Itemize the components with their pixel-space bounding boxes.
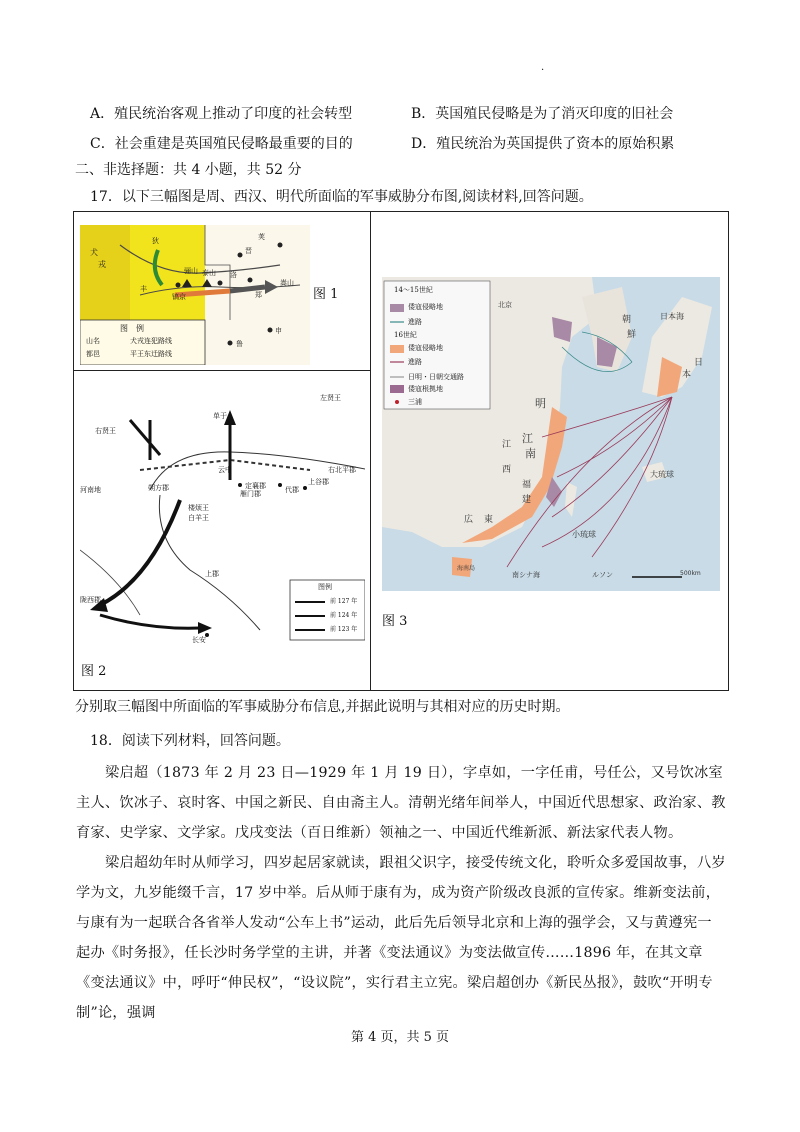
option-a: A．殖民统治客观上推动了印度的社会转型 (90, 106, 353, 122)
svg-text:定襄郡: 定襄郡 (245, 482, 266, 490)
fig3-legend-item: 倭寇侵略地 (408, 344, 443, 352)
figure-2-label: 图 2 (81, 664, 107, 679)
svg-text:南: 南 (525, 447, 536, 460)
fig2-legend-item: 前 123 年 (330, 626, 358, 633)
header-mark: . (541, 62, 545, 73)
svg-text:嵩山: 嵩山 (280, 279, 294, 287)
svg-text:右贤王: 右贤王 (95, 427, 116, 435)
svg-text:朝: 朝 (622, 315, 632, 325)
svg-text:晋: 晋 (245, 247, 252, 255)
svg-text:丰: 丰 (140, 285, 147, 293)
svg-text:江: 江 (522, 432, 533, 445)
fig3-legend-item: 倭寇根拠地 (408, 385, 443, 393)
svg-text:大琉球: 大琉球 (650, 470, 674, 479)
svg-text:明: 明 (535, 397, 546, 410)
svg-text:海南島: 海南島 (457, 565, 476, 572)
option-d: D．殖民统治为英国提供了资本的原始积累 (411, 136, 675, 152)
figure-1-map (80, 225, 310, 365)
svg-text:镐京: 镐京 (172, 293, 186, 301)
svg-text:左贤王: 左贤王 (320, 394, 341, 402)
svg-text:福: 福 (522, 480, 532, 490)
svg-text:本: 本 (682, 370, 692, 380)
svg-text:朔方郡: 朔方郡 (148, 484, 169, 492)
svg-text:上谷郡: 上谷郡 (308, 478, 329, 486)
figure-divider-vertical (370, 211, 371, 690)
fig2-legend-item: 前 127 年 (330, 598, 358, 605)
svg-text:单于: 单于 (213, 412, 227, 420)
q17-instruction: 分别取三幅图中所面临的军事威胁分布信息,并据此说明与其相对应的历史时期。 (75, 699, 570, 715)
fig3-legend-item: 進路 (408, 358, 422, 366)
svg-text:日本海: 日本海 (660, 312, 684, 321)
svg-text:日: 日 (694, 358, 704, 368)
section-title: 二、非选择题：共 4 小题，共 52 分 (75, 162, 302, 178)
svg-text:北京: 北京 (498, 301, 512, 309)
svg-text:小琉球: 小琉球 (572, 530, 596, 539)
svg-text:鮮: 鮮 (627, 330, 637, 340)
fig3-legend-item: 日明・日朝交通路 (408, 373, 464, 381)
fig1-legend-item: 山名 (86, 337, 100, 345)
svg-text:郑: 郑 (255, 291, 262, 299)
svg-text:陇西郡: 陇西郡 (80, 596, 101, 604)
fig1-legend-item: 犬戎连犯路线 (130, 337, 172, 345)
fig2-legend-title: 图例 (318, 583, 332, 591)
figure-3-map (382, 277, 720, 591)
fig1-legend-item: 平王东迁路线 (130, 350, 172, 358)
fig3-legend-item: 三浦 (408, 398, 422, 406)
svg-text:申: 申 (275, 327, 282, 335)
fig2-legend-item: 前 124 年 (330, 612, 358, 619)
svg-text:右北平郡: 右北平郡 (328, 466, 356, 474)
svg-text:ルソン: ルソン (592, 571, 613, 579)
q18-paragraph-1: 梁启超（1873 年 2 月 23 日—1929 年 1 月 19 日），字卓如，一字任甫，号任公，又号饮冰室主人、饮冰子、哀时客、中国之新民、自由斋主人。清朝光绪年间举人，中国近代思想家、政治家、教育家、史学家、文学家。戊戌变法（百日维新）领袖之一、中国近代维新派、新法家代表人物。 (76, 765, 726, 841)
svg-text:河南地: 河南地 (80, 486, 101, 494)
svg-text:広: 広 (464, 515, 474, 525)
svg-text:楼烦王: 楼烦王 (188, 504, 209, 512)
svg-text:荚: 荚 (258, 233, 265, 241)
fig3-legend-item: 進路 (408, 318, 422, 326)
option-b: B．英国殖民侵略是为了消灭印度的旧社会 (411, 106, 674, 122)
svg-text:白羊王: 白羊王 (188, 514, 209, 522)
svg-text:犬: 犬 (90, 248, 98, 257)
q18-paragraph-2: 梁启超幼年时从师学习，四岁起居家就读，跟祖父识字，接受传统文化，聆听众多爱国故事，八岁学为文，九岁能缀千言，17 岁中举。后从师于康有为，成为资产阶级改良派的宣传家。维新变法前，与康有为一起联合各省举人发动“公车上书”运动，此后先后领导北京和上海的强学会，又与黄遵宪一起办《时务报》，任长沙时务学堂的主讲，并著《变法通议》为变法做宣传……1896 年，在其文章《变法通议》中，呼吁“伸民权”，“设议院”，实行君主立宪。梁启超创办《新民丛报》，鼓吹“开明专制”论，强调 (76, 855, 726, 1021)
figure-1-label: 图 1 (313, 287, 339, 302)
svg-text:代郡: 代郡 (285, 486, 299, 494)
fig3-legend-item: 16世紀 (394, 331, 417, 339)
svg-text:建: 建 (522, 495, 532, 505)
svg-text:雁门郡: 雁门郡 (240, 490, 261, 498)
fig1-legend-item: 都邑 (86, 350, 100, 358)
svg-text:500km: 500km (680, 570, 701, 577)
svg-text:洛: 洛 (230, 271, 237, 279)
figure-3-label: 图 3 (382, 614, 408, 629)
svg-text:泰山: 泰山 (202, 269, 216, 277)
svg-text:狄: 狄 (152, 237, 159, 245)
svg-text:戎: 戎 (98, 260, 106, 269)
svg-text:上郡: 上郡 (205, 570, 219, 578)
svg-text:鲁: 鲁 (236, 340, 243, 348)
q18-stem: 18．阅读下列材料，回答问题。 (90, 733, 290, 749)
svg-text:東: 東 (484, 515, 494, 525)
svg-text:西: 西 (502, 465, 512, 475)
q17-stem: 17．以下三幅图是周、西汉、明代所面临的军事威胁分布图,阅读材料,回答问题。 (90, 189, 593, 205)
svg-text:南シナ海: 南シナ海 (512, 571, 540, 579)
fig3-legend-title: 14～15世紀 (394, 286, 433, 294)
svg-text:骊山: 骊山 (184, 267, 198, 275)
svg-text:江: 江 (502, 440, 512, 450)
figure-divider-horizontal (73, 370, 371, 371)
fig3-legend-item: 倭寇侵略地 (408, 303, 443, 311)
figure-2-map (80, 380, 365, 650)
option-c: C．社会重建是英国殖民侵略最重要的目的 (90, 136, 353, 152)
page-footer: 第 4 页，共 5 页 (350, 1030, 450, 1045)
svg-text:长安: 长安 (192, 636, 206, 644)
svg-text:云中: 云中 (218, 466, 232, 474)
fig1-legend-title: 图 例 (120, 324, 144, 333)
